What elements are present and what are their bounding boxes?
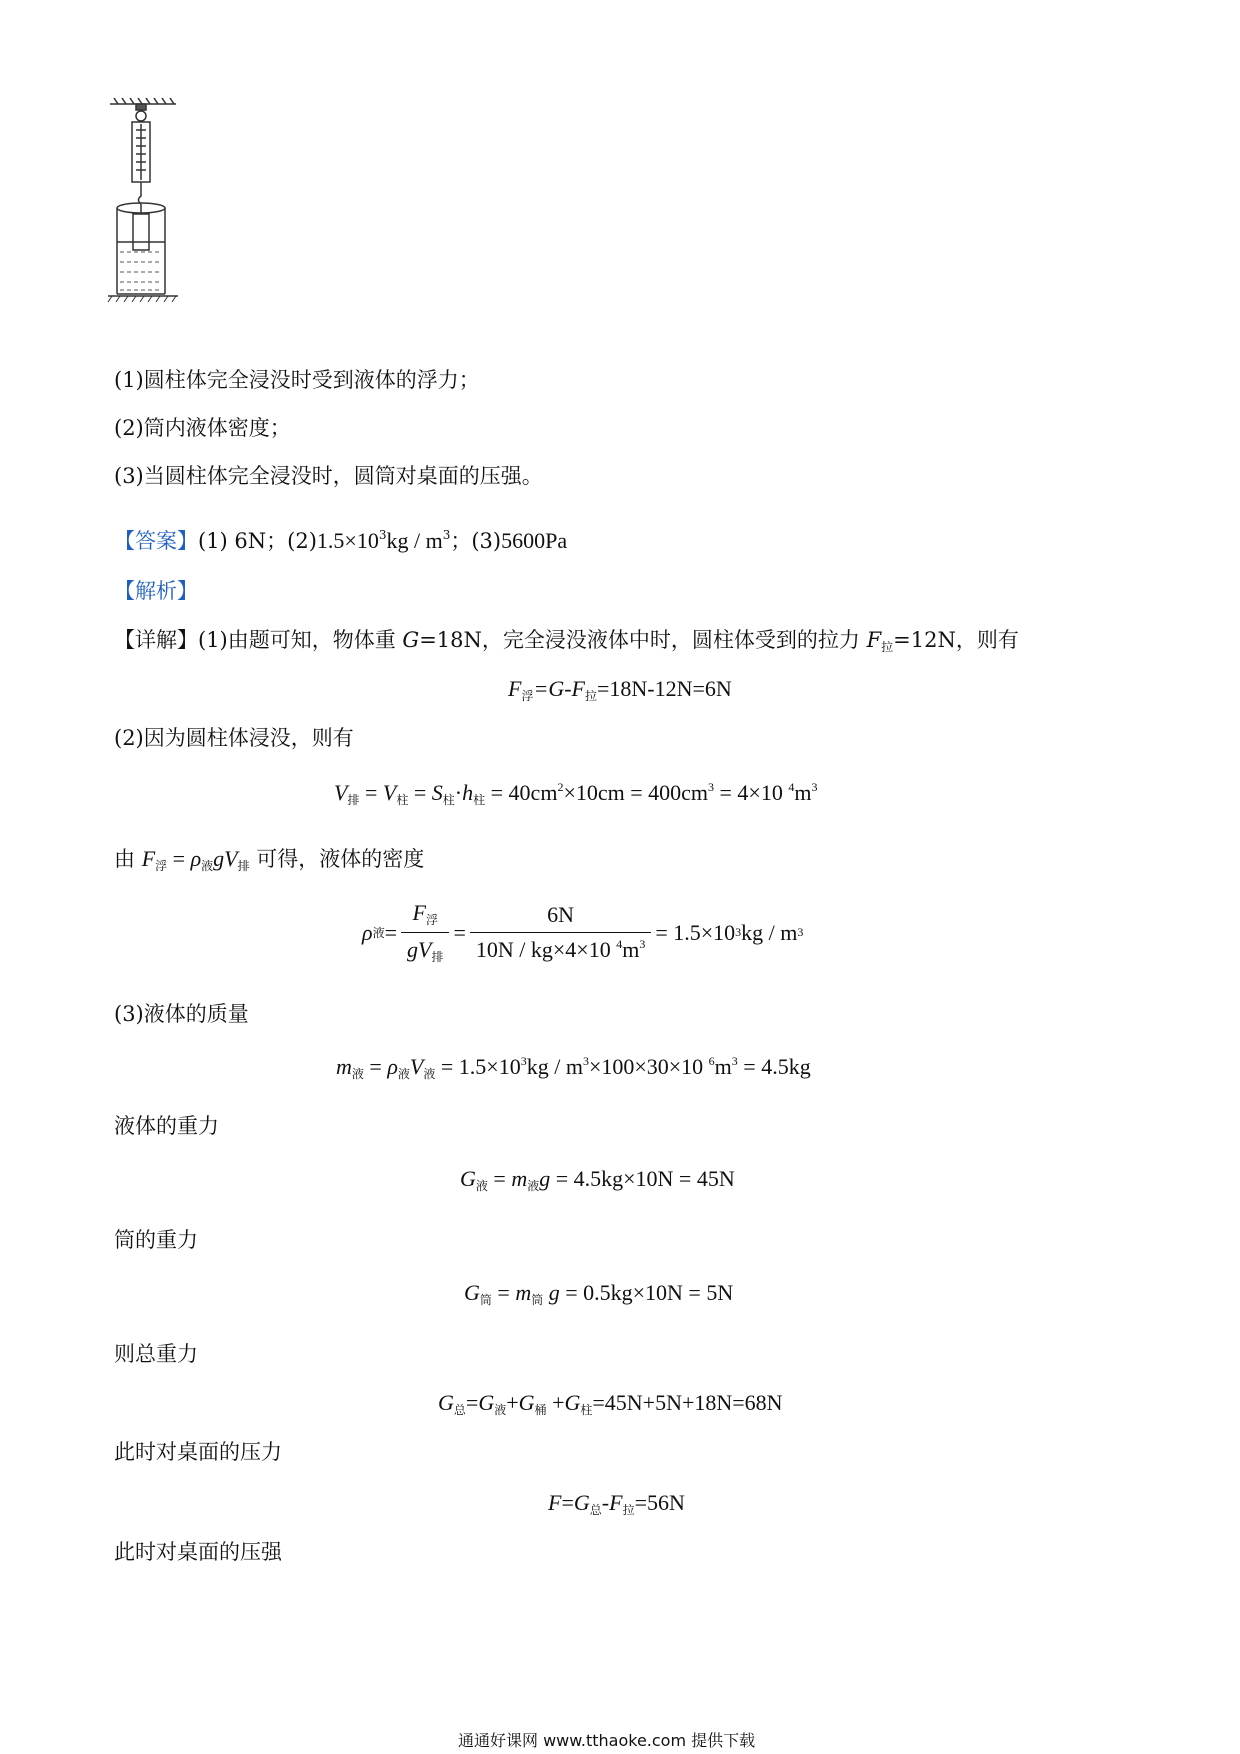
answer-part3: 5600Pa bbox=[501, 528, 568, 553]
answer-part1: (1) 6N；(2) bbox=[198, 529, 317, 553]
detail-line-8: 此时对桌面的压力 bbox=[114, 1440, 282, 1464]
equation-tube-weight: $G_筒 = m_筒$ g = 0.5kg×10N = 5N bbox=[464, 1280, 734, 1307]
question-1: (1)圆柱体完全浸没时受到液体的浮力； bbox=[114, 368, 480, 392]
detail-line-4: (3)液体的质量 bbox=[114, 1002, 249, 1026]
detail-line-7: 则总重力 bbox=[114, 1342, 198, 1366]
analysis-tag: 【解析】 bbox=[114, 579, 198, 603]
equation-liquid-weight: $G_液 = m_液g = 4.5kg\times 10N = 45N$ bbox=[460, 1166, 735, 1193]
detail-line-5: 液体的重力 bbox=[114, 1114, 219, 1138]
detail-line-1: 【详解】(1)由题可知，物体重 G=18N，完全浸没液体中时，圆柱体受到的拉力 $F_拉=12N$，则有 bbox=[114, 628, 1019, 654]
footer-text: 通通好课网 www.tthaoke.com 提供下载 bbox=[458, 1731, 756, 1750]
question-3: (3)当圆柱体完全浸没时，圆筒对桌面的压强。 bbox=[114, 464, 543, 488]
equation-density: ρ 液 = $\frac{F_浮}{gV_排}$ = $\frac{6N}{10N / kg\times 4\times 10 ^4m^3}$ = 1.5×10 3 kg / m 3 bbox=[362, 900, 804, 964]
equation-buoyancy: $F_浮=G-F_拉=18N-12N=6N$ bbox=[508, 676, 732, 703]
spring-scale-diagram bbox=[106, 96, 206, 336]
detail-line-3: 由 $F_浮 = \rho_液gV_排$ 可得，液体的密度 bbox=[114, 846, 425, 873]
detail-line-2: (2)因为圆柱体浸没，则有 bbox=[114, 726, 354, 750]
fraction-values: $\frac{6N}{10N / kg\times 4\times 10 ^4m^3}$ bbox=[470, 902, 651, 963]
question-2: (2)筒内液体密度； bbox=[114, 416, 291, 440]
answer-tag: 【答案】 bbox=[114, 529, 198, 553]
detail-tag: 【详解】 bbox=[114, 628, 198, 652]
equation-total-weight: $G_总=G_液+G_桶 +G_柱=45N+5N+18N=68N$ bbox=[438, 1390, 783, 1417]
equation-volume: $V_排 = V_柱 = S_柱\cdot h_柱 = 40cm^2\times 10cm = 400cm^3 = 4\times 10$ $^4m^3$ bbox=[334, 780, 818, 807]
equation-pressure-force: $F=G_总-F_拉=56N$ bbox=[548, 1490, 685, 1517]
answer-line: 【答案】(1) 6N；$(2)1.5\times 10^3kg / m^3$；(3)5600Pa bbox=[114, 528, 568, 553]
fraction-density: $\frac{F_浮}{gV_排}$ bbox=[401, 900, 449, 965]
detail-line-9: 此时对桌面的压强 bbox=[114, 1540, 282, 1564]
equation-mass: $m_液 = \rho_液V_液 = 1.5\times 10^3kg / m^3\times 100\times 30\times 10$ $^6m^3 = 4.5kg$ bbox=[336, 1054, 811, 1081]
detail-line-6: 筒的重力 bbox=[114, 1228, 198, 1252]
